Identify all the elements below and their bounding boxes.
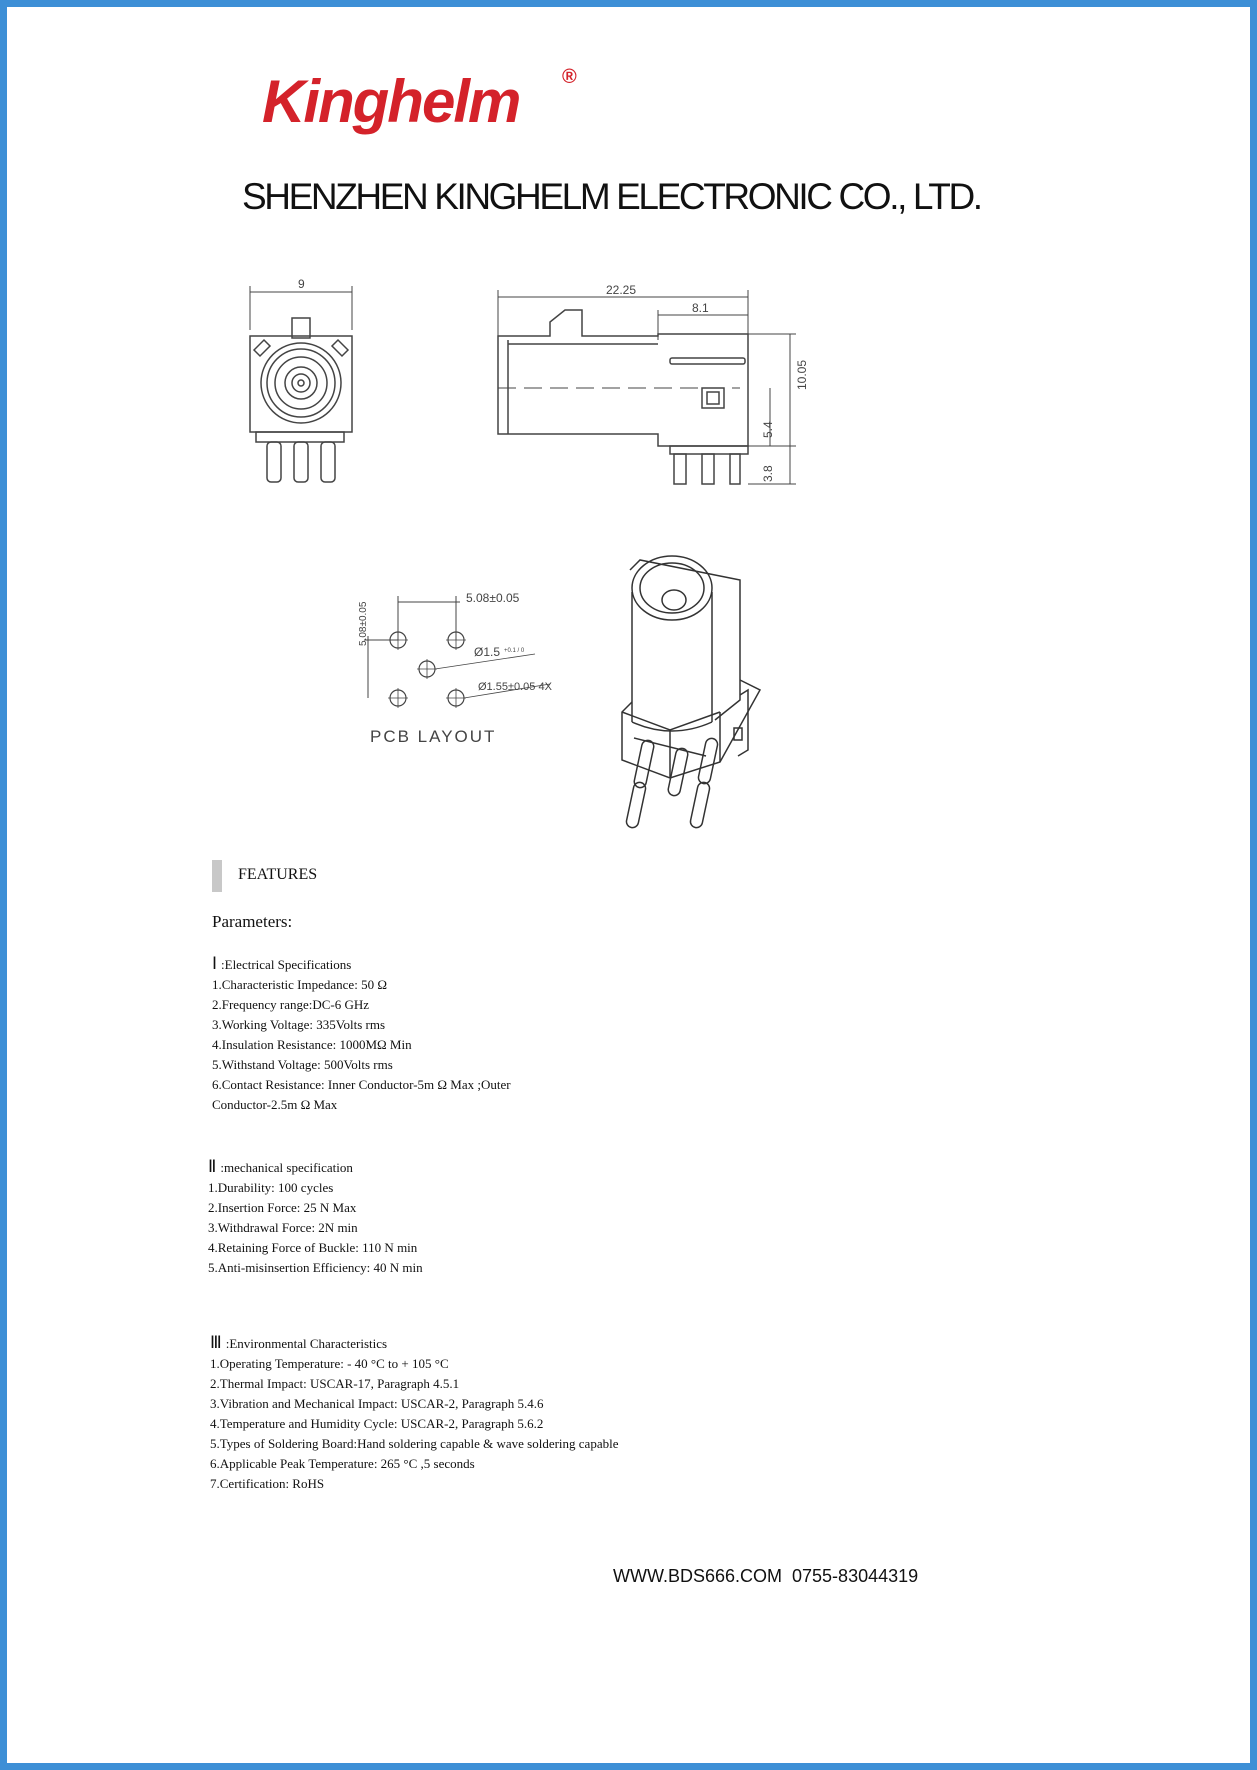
- spec-item: 3.Withdrawal Force: 2N min: [208, 1220, 358, 1235]
- spec-item: 5.Withstand Voltage: 500Volts rms: [212, 1057, 393, 1072]
- dim-front-width: 9: [298, 277, 305, 291]
- features-heading: FEATURES: [238, 866, 318, 883]
- section-title: :mechanical specification: [220, 1160, 353, 1175]
- spec-item: 7.Certification: RoHS: [210, 1476, 325, 1491]
- section-numeral: Ⅰ: [212, 954, 218, 973]
- footer-contact: WWW.BDS666.COM 0755-83044319: [613, 1566, 919, 1586]
- section-numeral: Ⅲ: [210, 1333, 222, 1352]
- pcb-pitch-y: 5.08±0.05: [358, 601, 369, 646]
- section-heading: [210, 1333, 618, 1354]
- mechanical-specs: [208, 1157, 423, 1278]
- spec-item: 3.Working Voltage: 335Volts rms: [212, 1017, 386, 1032]
- spec-item: 3.Vibration and Mechanical Impact: USCAR-2, Paragraph 5.4.6: [210, 1396, 544, 1411]
- spec-item: 4.Retaining Force of Buckle: 110 N min: [208, 1240, 418, 1255]
- spec-item: 4.Insulation Resistance: 1000MΩ Min: [212, 1037, 412, 1052]
- spec-item: 4.Temperature and Humidity Cycle: USCAR-2, Paragraph 5.6.2: [210, 1416, 544, 1431]
- spec-item: Conductor-2.5m Ω Max: [212, 1097, 338, 1112]
- section-numeral: Ⅱ: [208, 1157, 217, 1176]
- electrical-specs: [212, 954, 511, 1115]
- spec-item: 2.Thermal Impact: USCAR-17, Paragraph 4.5.1: [210, 1376, 460, 1391]
- spec-item: 6.Contact Resistance: Inner Conductor-5m Ω Max ;Outer: [212, 1077, 511, 1092]
- kinghelm-logo: [260, 58, 590, 148]
- features-accent-bar: [212, 860, 222, 892]
- spec-item: 1.Operating Temperature: - 40 °C to + 105 °C: [210, 1356, 449, 1371]
- section-heading: [208, 1157, 423, 1178]
- side-view: [498, 283, 809, 484]
- spec-item: 2.Insertion Force: 25 N Max: [208, 1200, 357, 1215]
- spec-item: 5.Types of Soldering Board:Hand soldering capable & wave soldering capable: [210, 1436, 619, 1451]
- spec-item: 6.Applicable Peak Temperature: 265 °C ,5 seconds: [210, 1456, 475, 1471]
- pcb-pitch-x: 5.08±0.05: [466, 591, 520, 605]
- spec-item: 2.Frequency range:DC-6 GHz: [212, 997, 370, 1012]
- logo-text: Kinghelm: [262, 68, 520, 135]
- section-title: :Environmental Characteristics: [225, 1336, 388, 1351]
- connector-drawing: [240, 270, 820, 500]
- pcb-hole-center: Ø1.5: [474, 645, 501, 659]
- spec-item: 1.Durability: 100 cycles: [208, 1180, 334, 1195]
- dim-side-part: 8.1: [692, 301, 709, 315]
- dim-height-center: 5.4: [761, 421, 775, 438]
- section-heading: [212, 954, 511, 975]
- registered-mark: ®: [562, 66, 577, 88]
- pcb-layout-label: PCB LAYOUT: [370, 727, 497, 746]
- pcb-hole-outer: Ø1.55±0.05 4X: [478, 681, 552, 693]
- dim-height-total: 10.05: [795, 359, 809, 390]
- pcb-hole-center-tol: +0.1 / 0: [504, 648, 525, 654]
- spec-item: 1.Characteristic Impedance: 50 Ω: [212, 977, 387, 992]
- parameters-label: Parameters:: [212, 912, 293, 931]
- pcb-layout-drawing: [350, 580, 570, 760]
- dim-pin-length: 3.8: [761, 465, 775, 482]
- connector-3d-view: [610, 550, 770, 840]
- dim-side-length: 22.25: [606, 283, 637, 297]
- front-view: [250, 277, 352, 482]
- company-name: SHENZHEN KINGHELM ELECTRONIC CO., LTD.: [242, 176, 981, 217]
- spec-item: 5.Anti-misinsertion Efficiency: 40 N min: [208, 1260, 423, 1275]
- environmental-specs: [210, 1333, 618, 1494]
- section-title: :Electrical Specifications: [221, 957, 352, 972]
